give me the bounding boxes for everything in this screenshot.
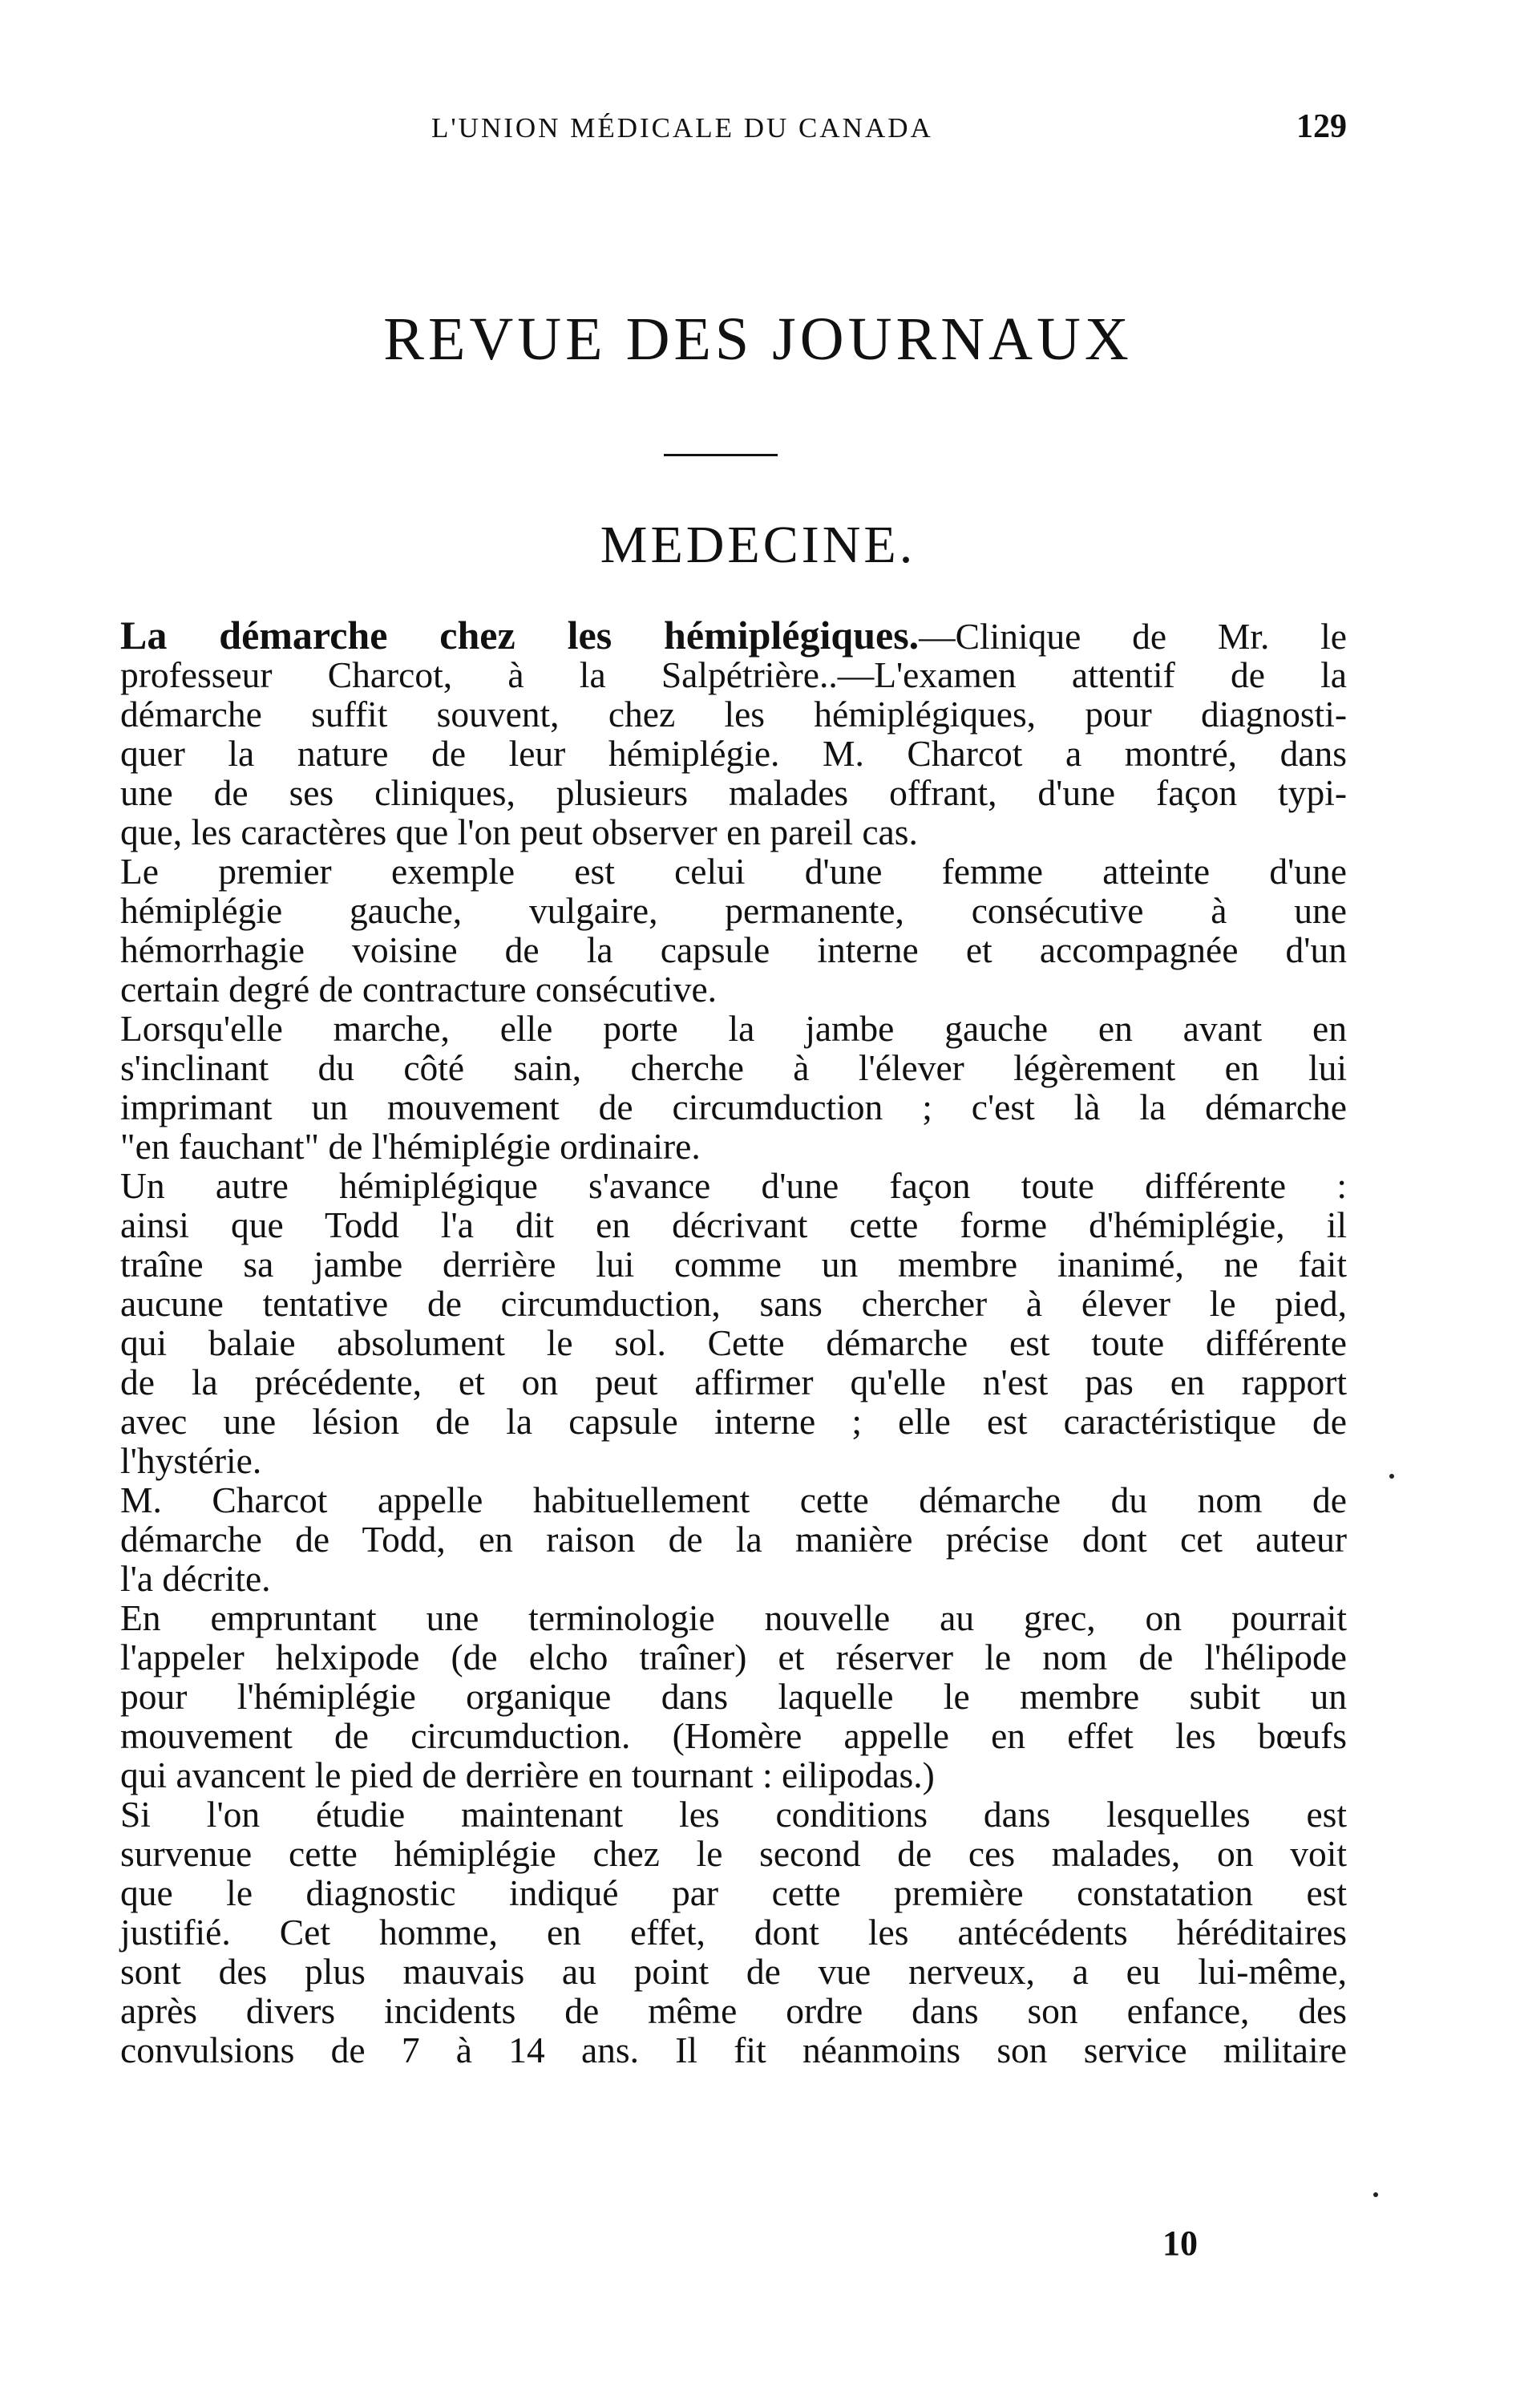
article-line: une de ses cliniques, plusieurs malades offrant, d'une façon typi-: [120, 772, 1347, 813]
article-line: après divers incidents de même ordre dans son enfance, des: [120, 1990, 1347, 2031]
article-line: —Clinique de Mr. le: [919, 616, 1347, 657]
article-line: quer la nature de leur hémiplégie. M. Charcot a montré, dans: [120, 733, 1347, 774]
article-line: M. Charcot appelle habituellement cette démarche du nom de: [120, 1479, 1347, 1520]
article-line: hémiplégie gauche, vulgaire, permanente, consécutive à une: [120, 890, 1347, 931]
running-head: [120, 108, 1347, 160]
article-line: traîne sa jambe derrière lui comme un membre inanimé, ne fait: [120, 1244, 1347, 1285]
article-line: qui avancent le pied de derrière en tournant : eilipodas.): [120, 1754, 935, 1795]
article-line: que le diagnostic indiqué par cette première constatation est: [120, 1872, 1347, 1913]
article-line: mouvement de circumduction. (Homère appelle en effet les bœufs: [120, 1715, 1347, 1756]
article-line: s'inclinant du côté sain, cherche à l'élever légèrement en lui: [120, 1047, 1347, 1088]
subsection-title: MEDECINE.: [600, 516, 916, 574]
article-title: La démarche chez les hémiplégiques.: [120, 613, 920, 658]
article-line: Lorsqu'elle marche, elle porte la jambe gauche en avant en: [120, 1008, 1347, 1049]
article-line: ainsi que Todd l'a dit en décrivant cette forme d'hémiplégie, il: [120, 1204, 1347, 1245]
article-line: professeur Charcot, à la Salpétrière..—L'examen attentif de la: [120, 654, 1347, 695]
article-line: "en fauchant" de l'hémiplégie ordinaire.: [120, 1126, 701, 1167]
ink-speck: [1373, 2192, 1378, 2197]
article-line: l'hystérie.: [120, 1440, 262, 1481]
article-line: Un autre hémiplégique s'avance d'une façon toute différente :: [120, 1165, 1347, 1206]
article-line: Le premier exemple est celui d'une femme atteinte d'une: [120, 851, 1347, 892]
article-line: l'appeler helxipode (de elcho traîner) et réserver le nom de l'hélipode: [120, 1637, 1347, 1678]
article-line: avec une lésion de la capsule interne ; elle est caractéristique de: [120, 1401, 1347, 1442]
article-line: Si l'on étudie maintenant les conditions dans lesquelles est: [120, 1794, 1347, 1835]
ink-speck: [1389, 1474, 1394, 1479]
article-line: En empruntant une terminologie nouvelle au grec, on pourrait: [120, 1597, 1347, 1638]
article-line: survenue cette hémiplégie chez le second de ces malades, on voit: [120, 1833, 1347, 1874]
article-line: de la précédente, et on peut affirmer qu'elle n'est pas en rapport: [120, 1362, 1347, 1402]
article-line: convulsions de 7 à 14 ans. Il fit néanmoins son service militaire: [120, 2030, 1347, 2070]
running-title: L'UNION MÉDICALE DU CANADA: [431, 112, 933, 144]
article-line: que, les caractères que l'on peut observer en pareil cas.: [120, 811, 918, 852]
article-line: hémorrhagie voisine de la capsule interne et accompagnée d'un: [120, 929, 1347, 970]
section-divider: [664, 454, 778, 456]
article-body: [120, 613, 1347, 2070]
signature-mark: 10: [1162, 2224, 1198, 2263]
article-line: sont des plus mauvais au point de vue nerveux, a eu lui-même,: [120, 1951, 1347, 1992]
article-line: qui balaie absolument le sol. Cette démarche est toute différente: [120, 1322, 1347, 1363]
article-line: imprimant un mouvement de circumduction ; c'est là la démarche: [120, 1087, 1347, 1127]
article-line: justifié. Cet homme, en effet, dont les antécédents héréditaires: [120, 1912, 1347, 1953]
article-line: aucune tentative de circumduction, sans chercher à élever le pied,: [120, 1283, 1347, 1324]
article-line: pour l'hémiplégie organique dans laquelle le membre subit un: [120, 1676, 1347, 1717]
article-line: démarche de Todd, en raison de la manière précise dont cet auteur: [120, 1519, 1347, 1560]
section-title: REVUE DES JOURNAUX: [383, 306, 1133, 373]
article-line: l'a décrite.: [120, 1558, 271, 1599]
article-line-first: [120, 613, 1347, 658]
page-number: 129: [1296, 108, 1347, 145]
article-line: certain degré de contracture consécutive.: [120, 969, 718, 1010]
article-line: démarche suffit souvent, chez les hémiplégiques, pour diagnosti-: [120, 694, 1347, 735]
